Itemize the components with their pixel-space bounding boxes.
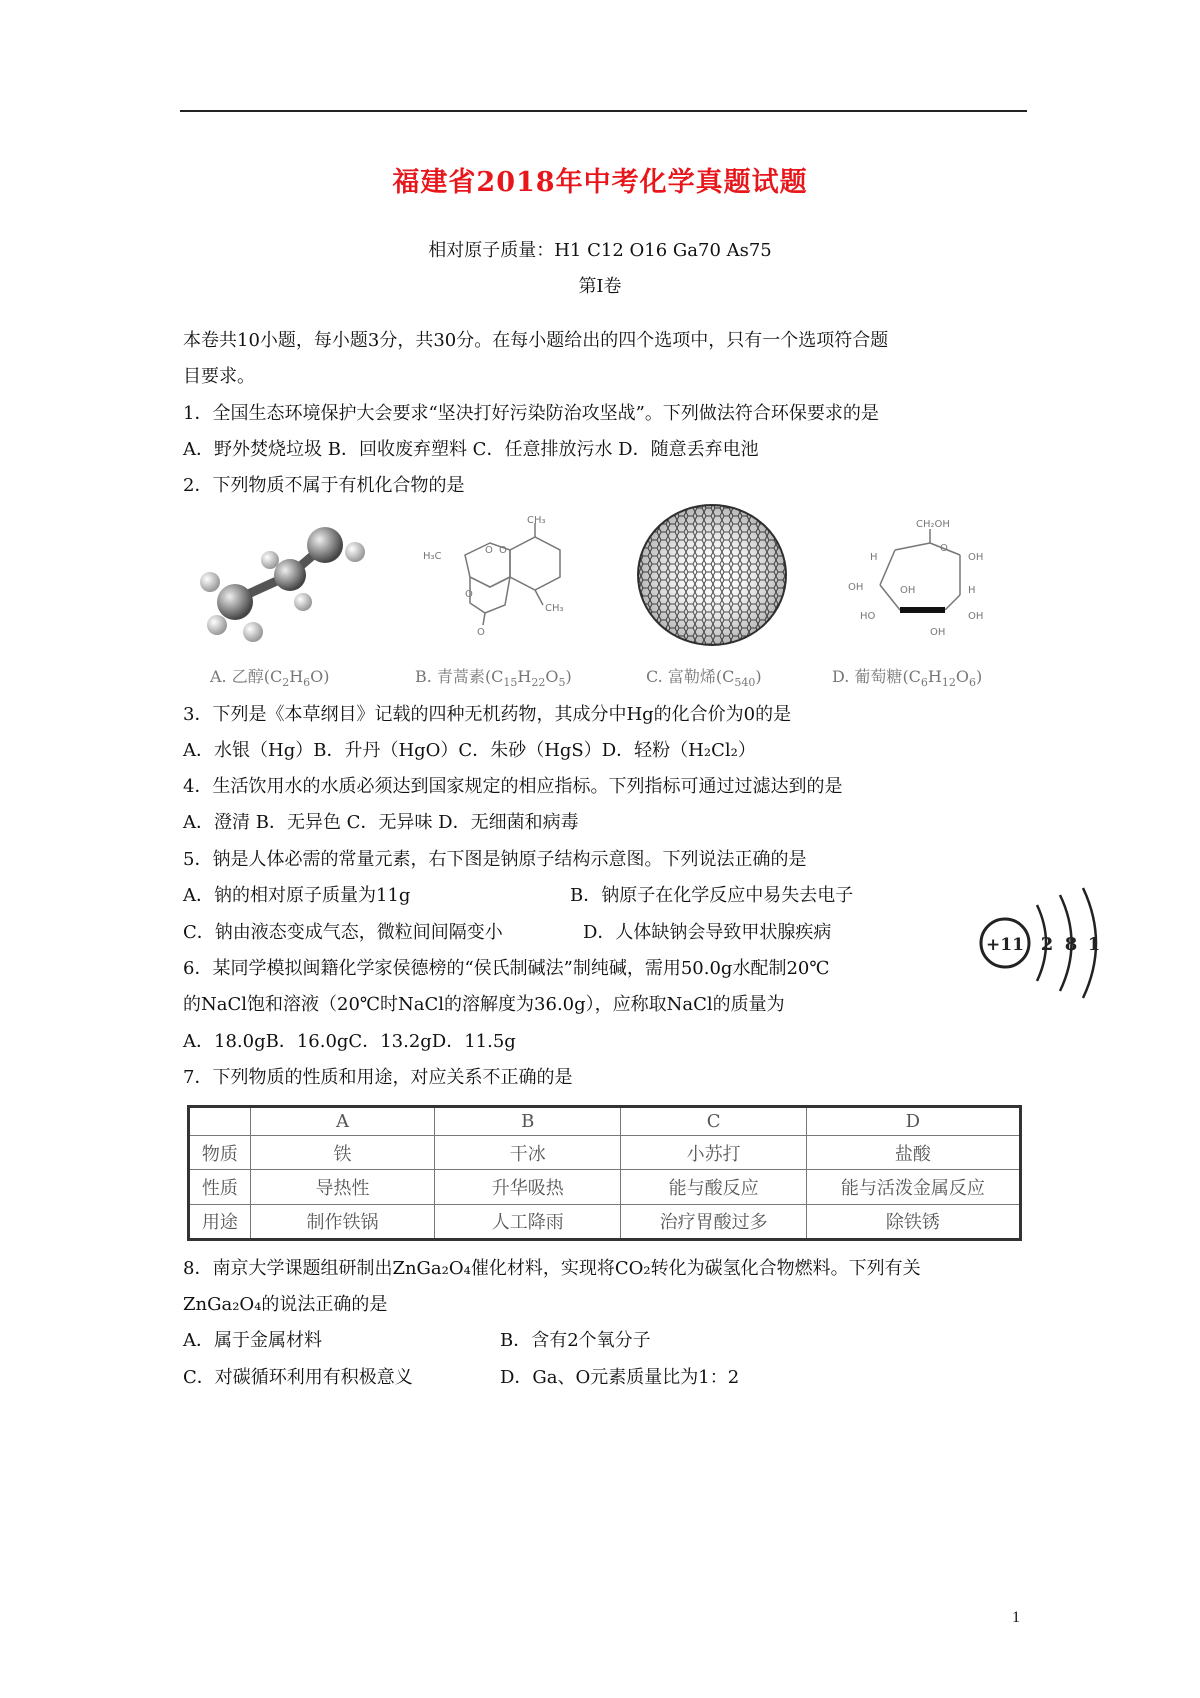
table-row: [189, 1204, 1021, 1240]
caption-c: C. 富勒烯$(C_{540})$: [646, 667, 762, 690]
q8-option-a: A．属于金属材料: [183, 1330, 322, 1351]
table-cell: 盐酸: [806, 1136, 1020, 1170]
artemisinin-structure-figure: [415, 515, 595, 645]
ch3-top-label: CH₃: [527, 515, 546, 526]
q8-stem-line1: 8．南京大学课题组研制出ZnGa₂O₄催化材料，实现将CO₂转化为碳氢化合物燃料。下列有关: [183, 1258, 921, 1279]
q1-options: A．野外焚烧垃圾 B．回收废弃塑料 C．任意排放污水 D．随意丢弃电池: [183, 439, 759, 460]
h-label-2: H: [968, 585, 976, 596]
table-header-cell: D: [806, 1107, 1020, 1136]
shell-2-electrons: 8: [1064, 934, 1078, 955]
q7-stem: 7．下列物质的性质和用途，对应关系不正确的是: [183, 1067, 573, 1088]
table-cell: 除铁锈: [806, 1204, 1020, 1240]
oh-label-4: OH: [968, 611, 984, 622]
table-header-cell: [189, 1107, 251, 1136]
ho-label: HO: [860, 611, 876, 622]
q7-property-table: [187, 1105, 1022, 1241]
q6-stem-line1: 6．某同学模拟闽籍化学家侯德榜的“侯氏制碱法”制纯碱，需用50.0g水配制20℃: [183, 958, 830, 979]
o-label-4: O: [477, 627, 485, 638]
table-cell: 人工降雨: [435, 1204, 621, 1240]
volume-label: 第Ⅰ卷: [578, 276, 622, 297]
table-cell: 能与活泼金属反应: [806, 1170, 1020, 1204]
oh-label-1: OH: [968, 552, 984, 563]
q3-stem: 3．下列是《本草纲目》记载的四种无机药物，其成分中Hg的化合价为0的是: [183, 704, 792, 725]
instructions-line1: 本卷共10小题，每小题3分，共30分。在每小题给出的四个选项中，只有一个选项符合题: [183, 330, 889, 351]
q3-options: A．水银（Hg）B．升丹（HgO）C．朱砂（HgS）D．轻粉（H₂Cl₂）: [183, 740, 756, 761]
fullerene-figure: [632, 500, 792, 650]
table-row: [189, 1170, 1021, 1204]
table-cell: 用途: [189, 1204, 251, 1240]
oh-label-2: OH: [848, 582, 864, 593]
h3c-label: H₃C: [423, 551, 442, 562]
table-cell: 物质: [189, 1136, 251, 1170]
atomic-masses: 相对原子质量：H1 C12 O16 Ga70 As75: [428, 240, 772, 261]
table-cell: 制作铁锅: [250, 1204, 434, 1240]
sodium-atom-diagram: [975, 880, 1105, 1005]
ethanol-model-figure: [195, 510, 380, 650]
table-cell: 小苏打: [621, 1136, 806, 1170]
shell-1-electrons: 2: [1040, 934, 1054, 955]
q6-stem-line2: 的NaCl饱和溶液（20℃时NaCl的溶解度为36.0g），应称取NaCl的质量为: [183, 994, 785, 1015]
q5-option-b: B．钠原子在化学反应中易失去电子: [570, 885, 854, 906]
table-cell: 治疗胃酸过多: [621, 1204, 806, 1240]
page-number: 1: [1012, 1609, 1020, 1626]
table-cell: 能与酸反应: [621, 1170, 806, 1204]
q5-stem: 5．钠是人体必需的常量元素，右下图是钠原子结构示意图。下列说法正确的是: [183, 849, 807, 870]
ch2oh-label: CH₂OH: [916, 519, 950, 530]
header-rule: [180, 110, 1027, 112]
o-label-2: O: [499, 545, 507, 556]
glucose-structure-figure: [840, 515, 1020, 645]
table-header-cell: B: [435, 1107, 621, 1136]
q8-option-d: D．Ga、O元素质量比为1：2: [500, 1367, 740, 1388]
table-header-cell: C: [621, 1107, 806, 1136]
table-header-cell: A: [250, 1107, 434, 1136]
o-label-1: O: [485, 545, 493, 556]
table-cell: 导热性: [250, 1170, 434, 1204]
table-cell: 铁: [250, 1136, 434, 1170]
ring-o-label: O: [940, 543, 948, 554]
instructions-line2: 目要求。: [183, 366, 255, 387]
caption-d: D. 葡萄糖$(C_6H_{12}O_6)$: [832, 667, 983, 690]
table-row: [189, 1136, 1021, 1170]
q5-option-d: D．人体缺钠会导致甲状腺疾病: [583, 922, 832, 943]
q8-option-c: C．对碳循环利用有积极意义: [183, 1367, 413, 1388]
q6-options: A．18.0gB．16.0gC．13.2gD．11.5g: [183, 1031, 516, 1052]
oh-label-3: OH: [900, 585, 916, 596]
table-header-row: [189, 1107, 1021, 1136]
q2-stem: 2．下列物质不属于有机化合物的是: [183, 475, 465, 496]
q4-stem: 4．生活饮用水的水质必须达到国家规定的相应指标。下列指标可通过过滤达到的是: [183, 776, 843, 797]
caption-b: B. 青蒿素$(C_{15}H_{22}O_5)$: [415, 667, 572, 690]
table-cell: 干冰: [435, 1136, 621, 1170]
o-label-3: O: [465, 589, 473, 600]
document-title: 福建省2018年中考化学真题试题: [392, 167, 808, 198]
q1-stem: 1．全国生态环境保护大会要求“坚决打好污染防治攻坚战”。下列做法符合环保要求的是: [183, 403, 879, 424]
h-label-1: H: [870, 552, 878, 563]
shell-3-electrons: 1: [1087, 934, 1101, 955]
q4-options: A．澄清 B．无异色 C．无异味 D．无细菌和病毒: [183, 812, 579, 833]
table-cell: 升华吸热: [435, 1170, 621, 1204]
q8-stem-line2: ZnGa₂O₄的说法正确的是: [183, 1294, 388, 1315]
q5-option-a: A．钠的相对原子质量为11g: [183, 885, 411, 906]
caption-a: A. 乙醇$(C_2H_6O)$: [210, 667, 330, 690]
table-cell: 性质: [189, 1170, 251, 1204]
q5-option-c: C．钠由液态变成气态，微粒间间隔变小: [183, 922, 503, 943]
q8-option-b: B．含有2个氧分子: [500, 1330, 651, 1351]
nucleus-charge: +11: [986, 935, 1024, 955]
ch3-side-label: CH₃: [545, 603, 564, 614]
oh-label-5: OH: [930, 627, 946, 638]
